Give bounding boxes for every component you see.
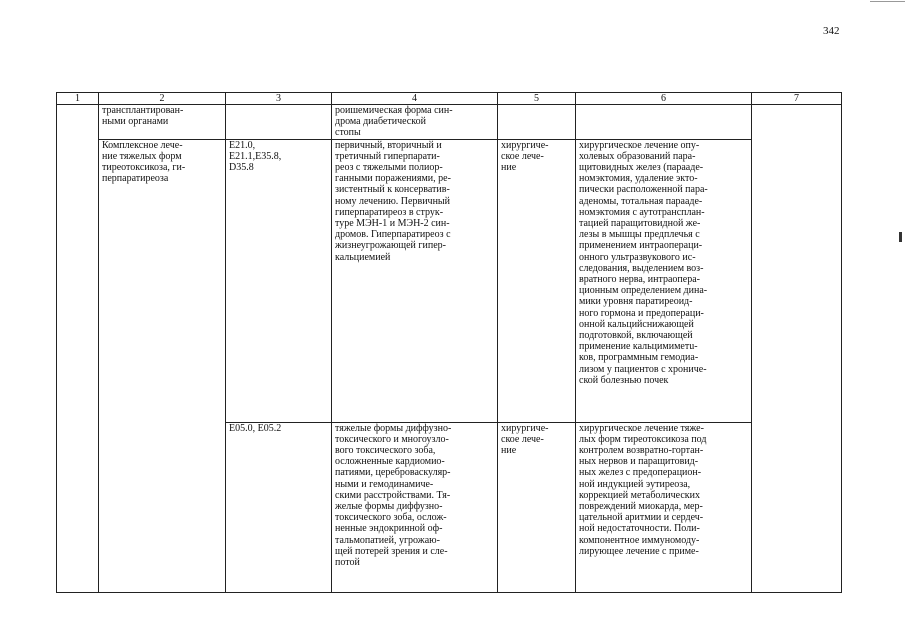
column-header: 3 [226, 93, 332, 105]
table-cell-number [57, 105, 99, 593]
cell-text: тяжелые формы диффузно- токсического и многоузло- вого токсического зоба, осложненные кардиомио- патиями, цереброваскуляр- ными и гемодинамиче- скими расстройствами. Тя- желые формы диффузно- токсического зоба, ослож- ненные эндокринной оф- тальмопатией, угрожаю- щей потерей зрения и сле- потой [335, 422, 452, 569]
cell-text: трансплантирован- ными органами [102, 105, 184, 128]
column-header: 7 [752, 93, 842, 105]
table-row [57, 139, 842, 422]
cell-text: хирургическое лечение опу- холевых образований пара- щитовидных желез (парааде- номэктомия, удаление экто- пически расположенной пара- аденомы, тотальная парааде- номэктомия с аутотрансплан- тацией паращитовидной же- лезы в мышцы предплечья с применением интраопераци- онного ультразвукового ис- следования, выделением воз- вратного нерва, интраопера- ционным определением дина- мики уровня паратиреоид- ного гормона и предоперaци- онной кальцийснижающей подготовкой, включающей применение кальцимиметu- ков, программным гемодиа- лизом у пациентов с хрониче- ской болезнью почек [579, 139, 708, 386]
cell-text: первичный, вторичный и третичный гиперпарати- реоз с тяжелыми полиор- ганными поражениями, ре- зистентный к консерватив- ному лечению. Первичный гиперпаратиреоз в струк- туре МЭН-1 и МЭН-2 син- дромов. Гиперпаратиреоз с жизнеугрожающей гипер- кальциемией [335, 139, 451, 263]
column-header: 4 [332, 93, 498, 105]
medical-care-table [56, 92, 842, 593]
table-cell-type [498, 139, 576, 422]
table-cell-method [576, 139, 752, 422]
table-cell-model [332, 105, 498, 140]
table-cell-codes [226, 105, 332, 140]
cell-text: E05.0, E05.2 [229, 422, 282, 434]
table-cell-name [99, 139, 226, 592]
table-row [57, 105, 842, 140]
column-header: 1 [57, 93, 99, 105]
table-cell-model [332, 422, 498, 592]
column-header: 2 [99, 93, 226, 105]
table-cell-name [99, 105, 226, 140]
cell-text: роишемическая форма син- дрома диабетической стопы [335, 105, 453, 139]
table-cell-codes [226, 422, 332, 592]
cell-text: хирургиче- ское лече- ние [501, 422, 549, 457]
header-row [57, 93, 842, 105]
cell-text: хирургическое лечение тяже- лых форм тиреотоксикоза под контролем возвратно-гортан- ных нервов и паращитовид- ных желез с предоперацион- ной индукцией эутиреоза, коррекцией метаболических повреждений миокарда, мер- цательной аритмии и сердеч- ной недостаточности. Поли- компонентное иммуномоду- лирующее лечение с приме- [579, 422, 707, 557]
table-cell-cost [752, 105, 842, 593]
table-cell-method [576, 105, 752, 140]
page-number: 342 [823, 25, 840, 37]
cell-text: Комплексное лече- ние тяжелых форм тиреотоксикоза, ги- перпаратиреоза [102, 139, 186, 185]
column-header: 5 [498, 93, 576, 105]
table-cell-type [498, 422, 576, 592]
table-cell-type [498, 105, 576, 140]
table-cell-codes [226, 139, 332, 422]
scan-edge-line [870, 1, 905, 2]
cell-text: E21.0, E21.1,E35.8, D35.8 [229, 139, 282, 174]
column-header: 6 [576, 93, 752, 105]
table-cell-model [332, 139, 498, 422]
table-cell-method [576, 422, 752, 592]
scan-edge-mark [899, 232, 902, 242]
cell-text: хирургиче- ское лече- ние [501, 139, 549, 174]
